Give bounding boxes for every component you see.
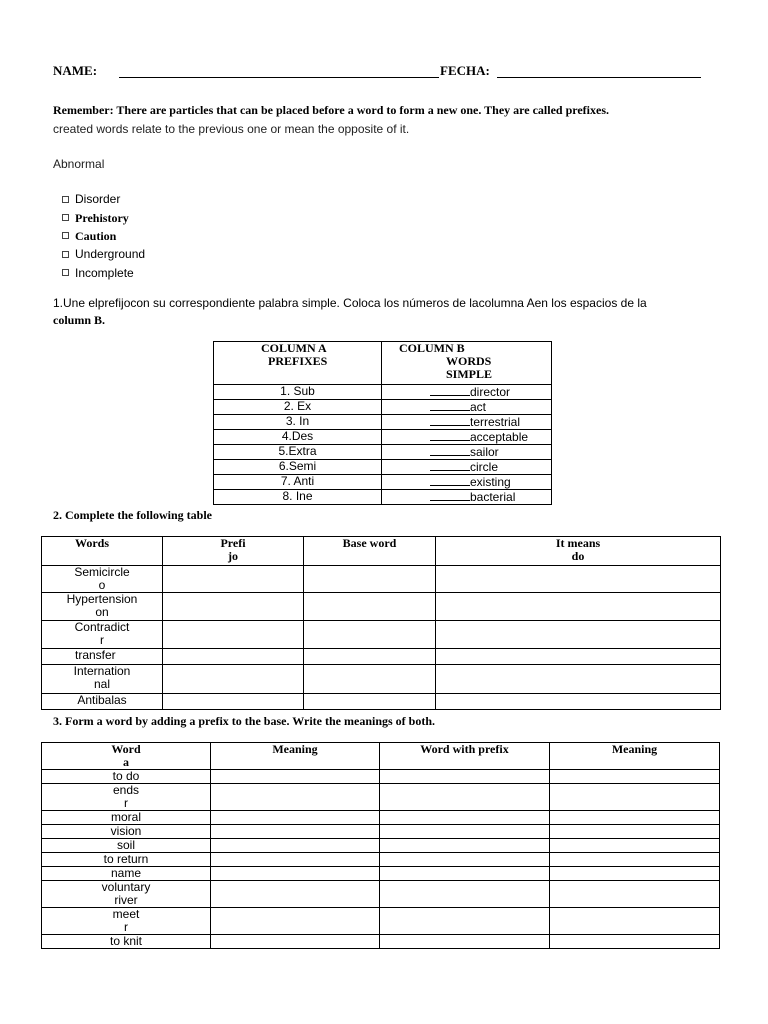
table-header-row [42,743,720,770]
section2-title: 2. Complete the following table [53,508,212,522]
name-field[interactable] [119,77,439,78]
checkbox-icon [62,196,69,203]
table-row: 7. Anti existing [214,475,552,490]
header-word-with-prefix: Word with prefix [380,743,550,770]
table-row: 3. In terrestrial [214,415,552,430]
fecha-field[interactable] [497,77,701,78]
table-row: Contradict r [42,621,721,649]
table-row: 6.Semi circle [214,460,552,475]
table-row: Internation nal [42,665,721,694]
answer-blank [430,475,470,486]
header-it-means: It means do [436,537,721,566]
column-a-header: COLUMN A PREFIXES [214,342,382,385]
answer-blank [430,445,470,456]
header-meaning: Meaning [211,743,380,770]
checkbox-icon [62,251,69,258]
checkbox-icon [62,214,69,221]
checkbox-icon [62,269,69,276]
section3-title: 3. Form a word by adding a prefix to the base. Write the meanings of both. [53,714,436,728]
table-row: ends r [42,784,720,811]
intro-line2: created words relate to the previous one or mean the opposite of it. [53,122,410,136]
header-prefix: Prefi jo [163,537,304,566]
header-word: Word a [42,743,211,770]
complete-table [41,536,721,710]
intro-example: Abnormal [53,157,105,171]
table-row: 8. Ine bacterial [214,490,552,505]
list-item: Incomplete [62,264,145,282]
section1-instruction: 1.Une elprefijocon su correspondiente palabra simple. Coloca los números de lacolumna Aen los espacios de la [53,296,647,310]
list-item: Underground [62,245,145,263]
prefix-meaning-table [41,742,720,949]
table-row: 2. Ex act [214,400,552,415]
table-row: transfer [42,649,721,665]
answer-blank [430,385,470,396]
answer-blank [430,400,470,411]
table-row: meet r [42,908,720,935]
table-row: vision [42,825,720,839]
prefix-examples-list [62,190,145,282]
table-row: 1. Sub director [214,385,552,400]
table-row: 5.Extra sailor [214,445,552,460]
answer-blank [430,460,470,471]
table-row: name [42,867,720,881]
section1-instruction-cont: column B. [53,313,106,327]
name-label: NAME: [53,63,98,78]
answer-blank [430,415,470,426]
intro-remember: Remember: There are particles that can be placed before a word to form a new one. They are called prefixes. [53,103,610,117]
fecha-label: FECHA: [440,63,490,78]
table-row: Antibalas [42,694,721,710]
checkbox-icon [62,232,69,239]
table-row: Semicircle o [42,566,721,593]
header-base-word: Base word [304,537,436,566]
table-header-row [42,537,721,566]
answer-blank [430,490,470,501]
matching-table [213,341,552,505]
column-b-header: COLUMN B WORDS SIMPLE [382,342,552,385]
table-row: to knit [42,935,720,949]
header-words: Words [42,537,163,566]
list-item: Prehistory [62,208,145,226]
table-row: 4.Des acceptable [214,430,552,445]
list-item: Caution [62,227,145,245]
table-row: soil [42,839,720,853]
table-row: voluntary river [42,881,720,908]
list-item: Disorder [62,190,145,208]
table-row: Hypertension on [42,593,721,621]
table-row: to return [42,853,720,867]
table-row: to do [42,770,720,784]
answer-blank [430,430,470,441]
header-meaning-2: Meaning [550,743,720,770]
table-row: moral [42,811,720,825]
